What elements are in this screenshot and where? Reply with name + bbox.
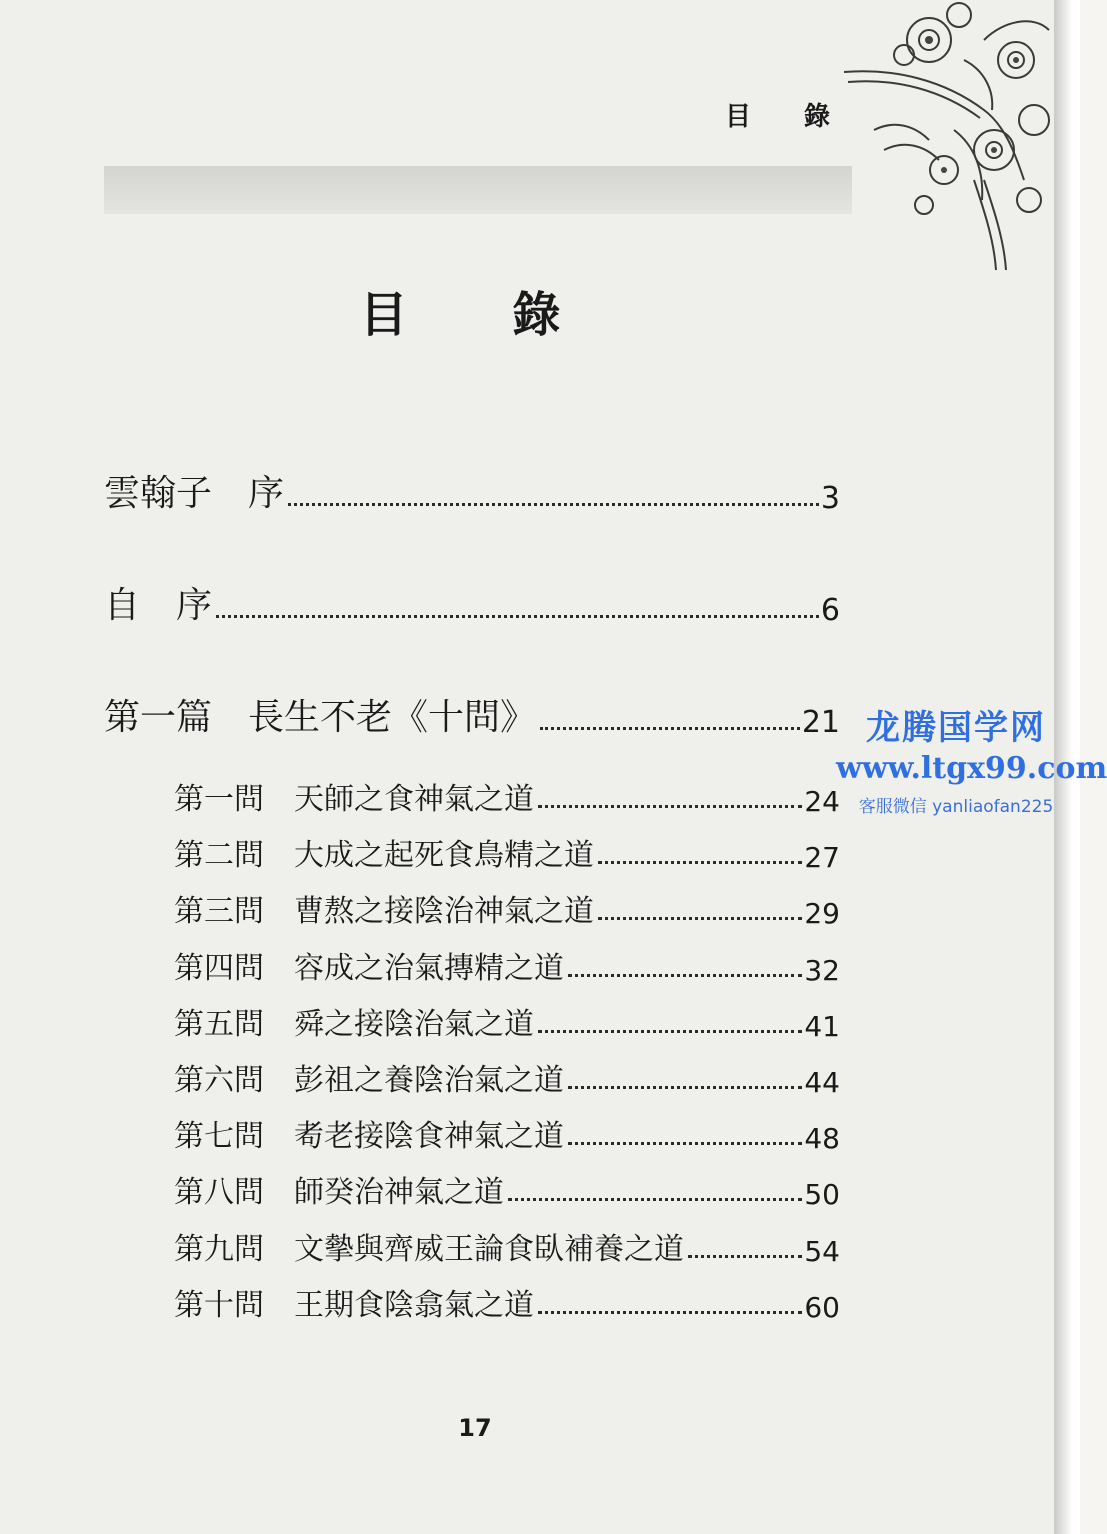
toc-subentry-label: 第六問 彭祖之養陰治氣之道	[174, 1063, 564, 1098]
toc-subentry-page: 27	[804, 841, 840, 874]
toc-subentry-label: 第九問 文摰與齊威王論食臥補養之道	[174, 1232, 684, 1267]
toc-subentry-page: 48	[804, 1122, 840, 1155]
toc-subentry-page: 50	[804, 1178, 840, 1211]
dot-leader	[598, 861, 802, 864]
dot-leader	[598, 917, 802, 920]
dot-leader	[288, 503, 819, 506]
toc-entry-page: 6	[820, 593, 840, 628]
watermark	[836, 700, 1107, 817]
dot-leader	[538, 1311, 802, 1314]
toc-subentry	[174, 943, 840, 987]
dot-leader	[688, 1255, 802, 1258]
toc-subentry	[174, 1167, 840, 1211]
toc-subentry-label: 第四問 容成之治氣摶精之道	[174, 951, 564, 986]
toc-subentry	[174, 1055, 840, 1099]
toc-subentry-page: 29	[804, 897, 840, 930]
dot-leader	[216, 615, 819, 618]
toc-entry	[104, 578, 840, 628]
toc-subentry-page: 32	[804, 954, 840, 987]
toc-entry-label: 雲翰子 序	[104, 473, 285, 514]
toc-subentry	[174, 774, 840, 818]
toc-subentry-page: 60	[804, 1291, 840, 1324]
toc-entry-label: 第一篇 長生不老《十問》	[104, 697, 537, 738]
toc-subentry-page: 44	[804, 1066, 840, 1099]
title-banner	[104, 166, 852, 214]
toc-subentry-label: 第二問 大成之起死食鳥精之道	[174, 838, 594, 873]
dot-leader	[540, 727, 800, 730]
toc-subentry-label: 第三問 曹熬之接陰治神氣之道	[174, 894, 594, 929]
toc-subentry-page: 24	[804, 785, 840, 818]
dot-leader	[538, 1030, 802, 1033]
toc-subentry-label: 第一問 天師之食神氣之道	[174, 782, 534, 817]
dot-leader	[508, 1198, 802, 1201]
toc-subentry-page: 54	[804, 1235, 840, 1268]
dot-leader	[568, 1142, 802, 1145]
dot-leader	[538, 805, 802, 808]
toc-subentry	[174, 1224, 840, 1268]
toc-entry-label: 自 序	[104, 585, 213, 626]
toc-subentry-label: 第十問 王期食陰翕氣之道	[174, 1288, 534, 1323]
toc-subentry-label: 第五問 舜之接陰治氣之道	[174, 1007, 534, 1042]
page-title: 目 錄	[359, 287, 605, 343]
toc-subentry	[174, 1280, 840, 1324]
toc-subentry-page: 41	[804, 1010, 840, 1043]
toc-subentry	[174, 886, 840, 930]
dot-leader	[568, 974, 802, 977]
dot-leader	[568, 1086, 802, 1089]
watermark-title: 龙腾国学网	[866, 708, 1046, 748]
watermark-url: www.ltgx99.com	[836, 751, 1107, 786]
toc-entry	[104, 690, 840, 740]
toc-entry-page: 3	[820, 481, 840, 516]
running-header: 目 錄	[724, 102, 852, 132]
toc-subentry-label: 第八問 師癸治神氣之道	[174, 1175, 504, 1210]
toc-subentry-label: 第七問 耇老接陰食神氣之道	[174, 1119, 564, 1154]
floral-ornament-icon	[834, 0, 1054, 275]
watermark-contact: 客服微信 yanliaofan225	[858, 797, 1054, 817]
toc-subentry	[174, 999, 840, 1043]
toc-subentry	[174, 1111, 840, 1155]
toc-entry	[104, 466, 840, 516]
toc-entry-page: 21	[801, 705, 840, 740]
toc-subentry	[174, 830, 840, 874]
page-number: 17	[458, 1414, 492, 1442]
